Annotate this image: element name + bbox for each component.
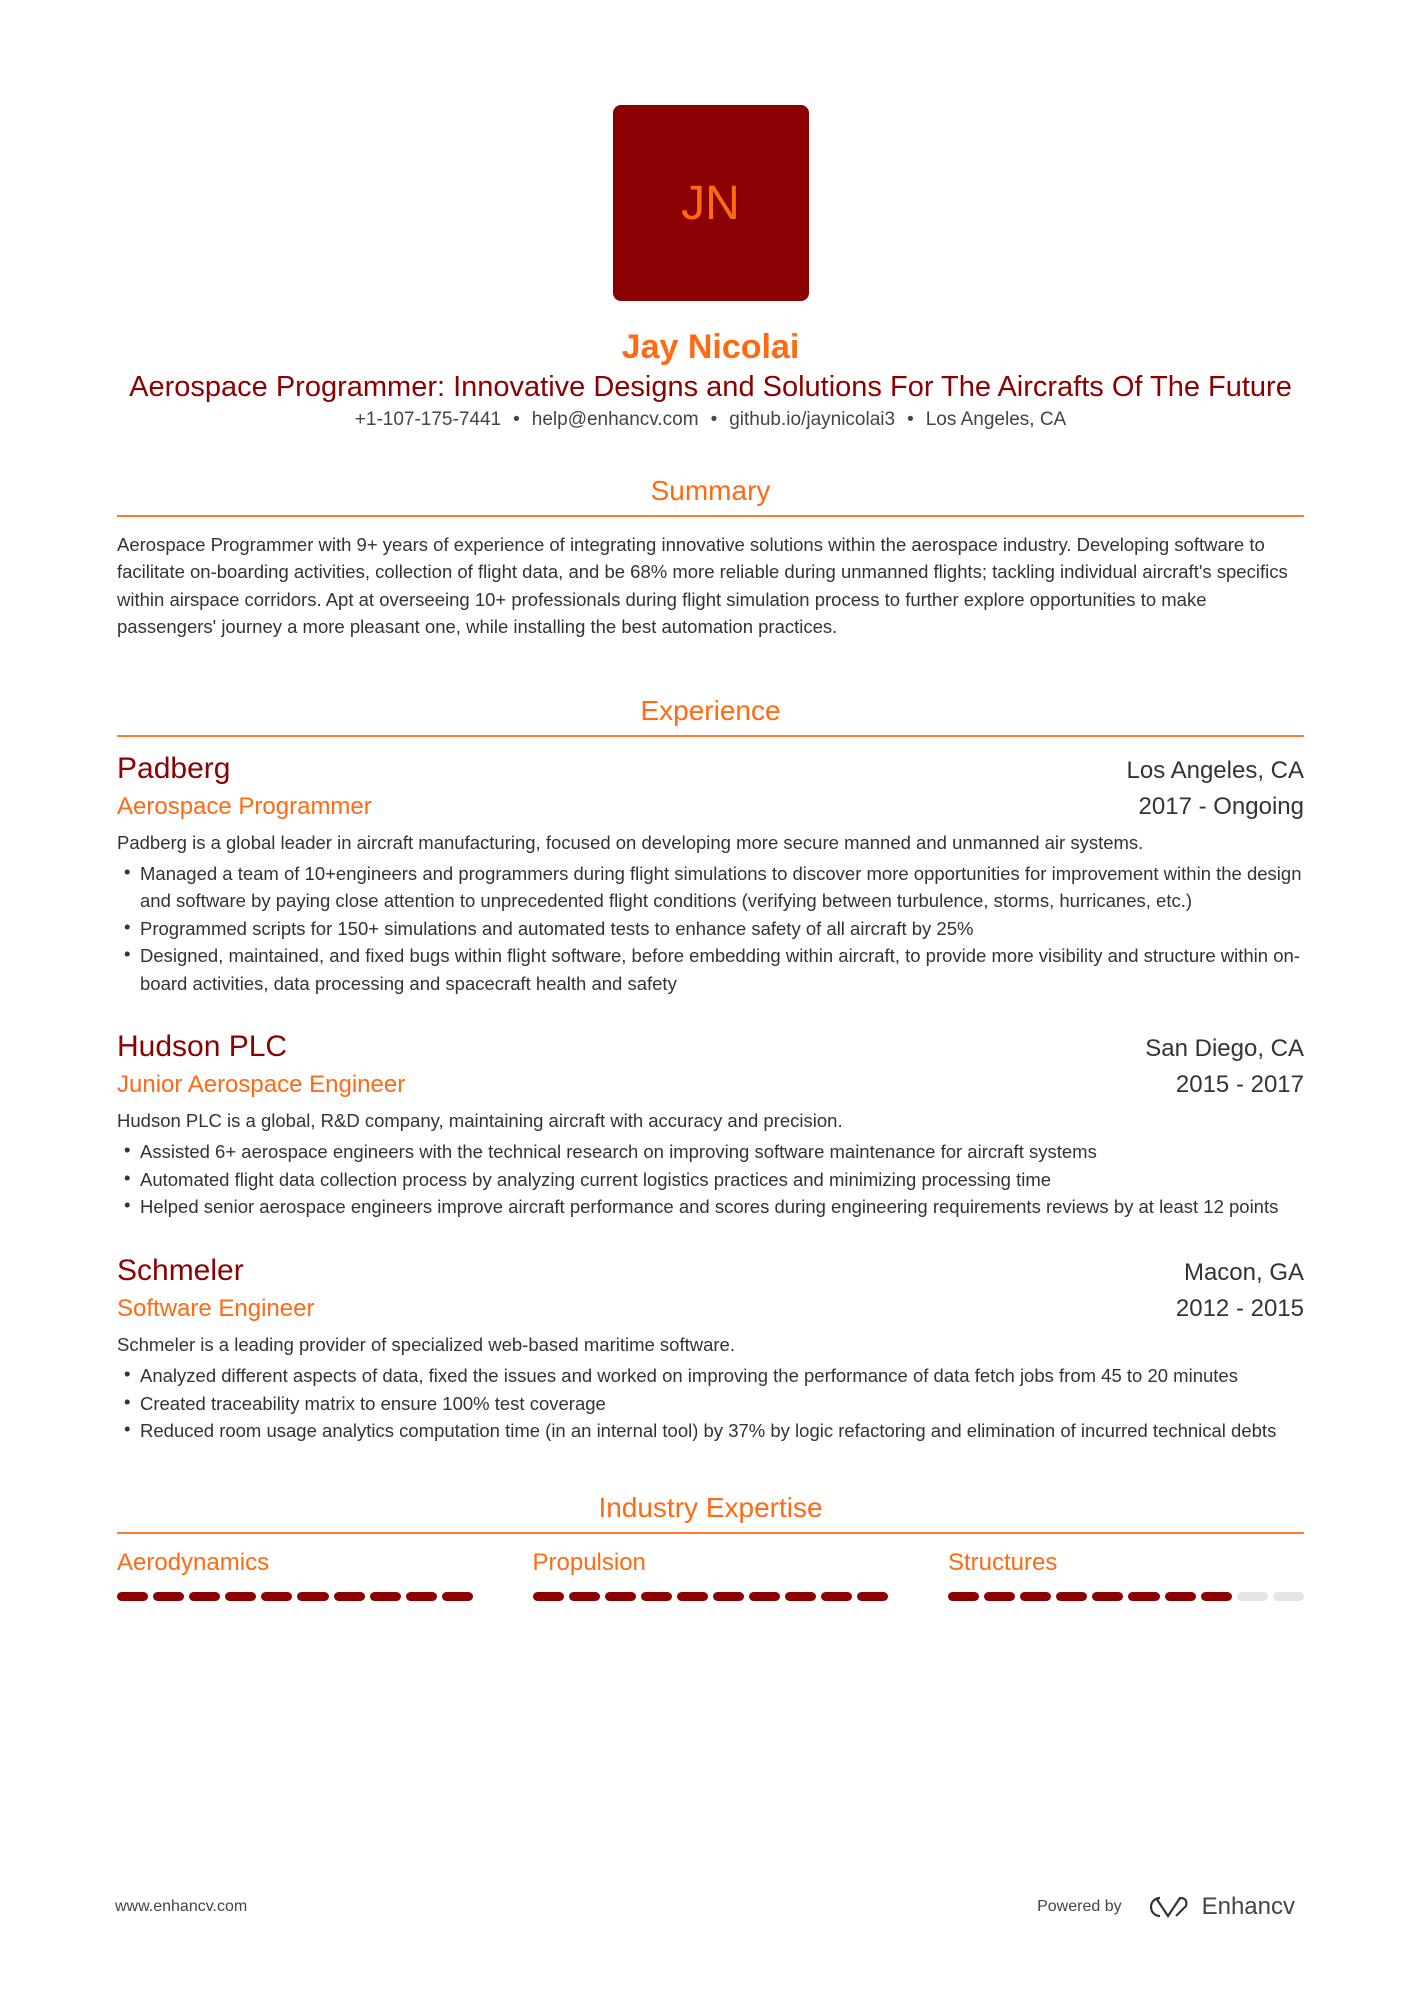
level-dot bbox=[442, 1592, 473, 1601]
summary-heading: Summary bbox=[117, 473, 1304, 517]
summary-text: Aerospace Programmer with 9+ years of experience of integrating innovative solutions within the aerospace industry. Developing software to facilitate on-boarding activities, collection of flight data, and be 68% more reliable during unmanned flights; tackling individual aircraft's specifics within airspace corridors. Apt at overseeing 10+ professionals during flight simulation process to further explore opportunities to make passengers' journey a more pleasant one, while installing the best automation practices. bbox=[117, 534, 1288, 638]
achievement-list bbox=[117, 1362, 1304, 1444]
level-dot bbox=[117, 1592, 148, 1601]
job-role: Software Engineer bbox=[117, 1294, 315, 1322]
achievement-list bbox=[117, 1138, 1304, 1220]
expertise-level-bar bbox=[117, 1592, 473, 1601]
experience-list bbox=[117, 749, 1304, 1445]
enhancv-logo-icon bbox=[1146, 1894, 1192, 1920]
company-description: Schmeler is a leading provider of specialized web-based maritime software. bbox=[117, 1333, 735, 1355]
level-dot bbox=[370, 1592, 401, 1601]
powered-by-label: Powered by bbox=[1037, 1898, 1122, 1915]
achievement-list bbox=[117, 860, 1304, 997]
achievement-bullet: • Designed, maintained, and fixed bugs within flight software, before embedding within aircraft, to provide more visibility and structure within on-board activities, data processing and spacecraft health and safety bbox=[117, 942, 1304, 997]
level-dot bbox=[641, 1592, 672, 1601]
separator: • bbox=[907, 409, 914, 430]
website-link[interactable]: www.enhancv.com bbox=[115, 1898, 248, 1915]
achievement-bullet: • Automated flight data collection process by analyzing current logistics practices and minimizing processing time bbox=[117, 1166, 1304, 1193]
avatar bbox=[613, 105, 809, 301]
email-link[interactable]: help@enhancv.com bbox=[531, 409, 699, 430]
job-role: Junior Aerospace Engineer bbox=[117, 1071, 406, 1099]
level-dot bbox=[713, 1592, 744, 1601]
achievement-bullet: • Assisted 6+ aerospace engineers with the technical research on improving software maintenance for aircraft systems bbox=[117, 1138, 1304, 1165]
level-dot bbox=[406, 1592, 437, 1601]
expertise-item bbox=[948, 1546, 1304, 1601]
expertise-name: Aerodynamics bbox=[117, 1549, 270, 1577]
expertise-item bbox=[533, 1546, 889, 1601]
achievement-bullet: • Programmed scripts for 150+ simulations and automated tests to enhance safety of all aircraft by 25% bbox=[117, 915, 1304, 942]
level-dot bbox=[225, 1592, 256, 1601]
level-dot bbox=[1165, 1592, 1196, 1601]
company-name: Schmeler bbox=[117, 1253, 244, 1287]
level-dot bbox=[1128, 1592, 1159, 1601]
contact-line bbox=[117, 409, 1304, 431]
level-dot bbox=[1020, 1592, 1051, 1601]
expertise-level-bar bbox=[948, 1592, 1304, 1601]
company-name: Padberg bbox=[117, 751, 231, 785]
level-dot bbox=[821, 1592, 852, 1601]
level-dot bbox=[533, 1592, 564, 1601]
level-dot bbox=[677, 1592, 708, 1601]
job-dates: 2017 - Ongoing bbox=[1138, 792, 1304, 820]
level-dot bbox=[857, 1592, 888, 1601]
candidate-name: Jay Nicolai bbox=[621, 328, 800, 366]
achievement-bullet: • Helped senior aerospace engineers improve aircraft performance and scores during engineering requirements reviews by at least 12 points bbox=[117, 1193, 1304, 1220]
expertise-list bbox=[117, 1546, 1304, 1601]
expertise-level-bar bbox=[533, 1592, 889, 1601]
location: Los Angeles, CA bbox=[925, 409, 1067, 430]
separator: • bbox=[513, 409, 520, 430]
level-dot bbox=[297, 1592, 328, 1601]
level-dot bbox=[749, 1592, 780, 1601]
candidate-title: Aerospace Programmer: Innovative Designs and Solutions For The Aircrafts Of The Future bbox=[129, 371, 1292, 403]
enhancv-logo bbox=[1146, 1893, 1295, 1921]
powered-by bbox=[1037, 1893, 1295, 1921]
expertise-heading: Industry Expertise bbox=[117, 1490, 1304, 1534]
experience-heading: Experience bbox=[117, 693, 1304, 737]
experience-entry bbox=[117, 1251, 1304, 1445]
expertise-name: Structures bbox=[948, 1549, 1058, 1577]
level-dot bbox=[153, 1592, 184, 1601]
level-dot bbox=[569, 1592, 600, 1601]
level-dot bbox=[189, 1592, 220, 1601]
github-link[interactable]: github.io/jaynicolai3 bbox=[729, 409, 896, 430]
achievement-bullet: • Analyzed different aspects of data, fixed the issues and worked on improving the performance of data fetch jobs from 45 to 20 minutes bbox=[117, 1362, 1304, 1389]
job-location: Los Angeles, CA bbox=[1126, 756, 1304, 784]
footer bbox=[115, 1893, 1295, 1921]
achievement-bullet: • Managed a team of 10+engineers and programmers during flight simulations to discover more opportunities for improvement within the design and software by paying close attention to unprecedented flight conditions (verifying between turbulence, storms, hurricanes, etc.) bbox=[117, 860, 1304, 915]
expertise-name: Propulsion bbox=[532, 1549, 646, 1577]
achievement-bullet: • Reduced room usage analytics computation time (in an internal tool) by 37% by logic refactoring and elimination of incurred technical debts bbox=[117, 1417, 1304, 1444]
job-dates: 2015 - 2017 bbox=[1175, 1071, 1304, 1099]
company-description: Hudson PLC is a global, R&D company, maintaining aircraft with accuracy and precision. bbox=[117, 1110, 843, 1132]
avatar-initials: JN bbox=[681, 176, 740, 230]
level-dot bbox=[334, 1592, 365, 1601]
level-dot bbox=[1201, 1592, 1232, 1601]
level-dot bbox=[984, 1592, 1015, 1601]
job-location: Macon, GA bbox=[1183, 1258, 1304, 1286]
company-description: Padberg is a global leader in aircraft manufacturing, focused on developing more secure manned and unmanned air systems. bbox=[117, 831, 1144, 853]
achievement-bullet: • Created traceability matrix to ensure 100% test coverage bbox=[117, 1390, 1304, 1417]
experience-entry bbox=[117, 749, 1304, 997]
separator: • bbox=[710, 409, 718, 430]
level-dot bbox=[785, 1592, 816, 1601]
phone: +1-107-175-7441 bbox=[354, 409, 502, 430]
job-role: Aerospace Programmer bbox=[117, 792, 372, 820]
level-dot bbox=[1092, 1592, 1123, 1601]
level-dot bbox=[261, 1592, 292, 1601]
level-dot bbox=[1237, 1592, 1268, 1601]
job-dates: 2012 - 2015 bbox=[1175, 1294, 1304, 1322]
experience-entry bbox=[117, 1027, 1304, 1221]
job-location: San Diego, CA bbox=[1145, 1035, 1304, 1063]
level-dot bbox=[948, 1592, 979, 1601]
level-dot bbox=[1056, 1592, 1087, 1601]
expertise-item bbox=[117, 1546, 473, 1601]
level-dot bbox=[605, 1592, 636, 1601]
company-name: Hudson PLC bbox=[117, 1030, 288, 1064]
level-dot bbox=[1273, 1592, 1304, 1601]
brand-name: Enhancv bbox=[1201, 1893, 1295, 1920]
